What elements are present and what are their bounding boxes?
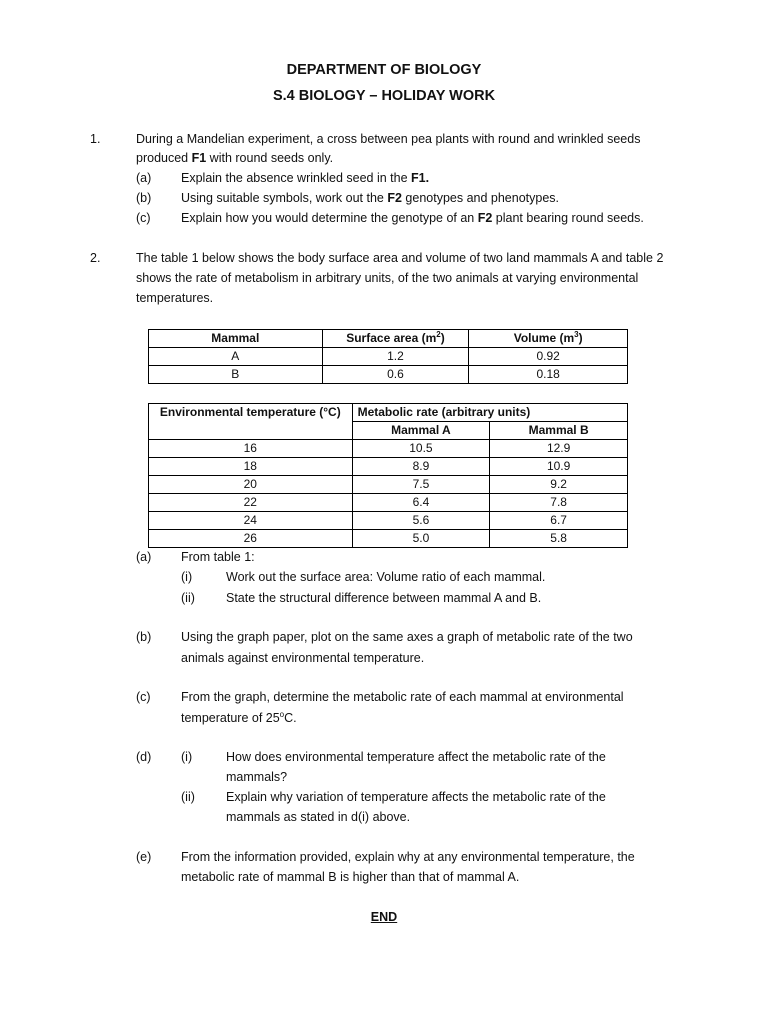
cell-mammal-b: 6.7 <box>490 512 628 530</box>
question-2c-line1: From the graph, determine the metabolic rate of each mammal at environmental <box>181 690 624 704</box>
question-2-intro-line3: temperatures. <box>136 291 214 305</box>
cell-mammal-b: 7.8 <box>490 494 628 512</box>
cell-area: 1.2 <box>322 348 469 366</box>
cell-mammal-a: 8.9 <box>352 458 490 476</box>
question-2c-label: (c) <box>136 690 151 704</box>
header-metabolic-rate: Metabolic rate (arbitrary units) <box>352 404 627 422</box>
cell-volume: 0.18 <box>469 366 628 384</box>
table-row <box>149 440 628 458</box>
question-1a-text: Explain the absence wrinkled seed in the F1. <box>181 171 430 185</box>
cell-temperature: 26 <box>149 530 353 548</box>
cell-temperature: 18 <box>149 458 353 476</box>
cell-temperature: 20 <box>149 476 353 494</box>
header-mammal: Mammal <box>149 330 323 348</box>
subheader-mammal-b: Mammal B <box>490 422 628 440</box>
table-header-row <box>149 404 628 422</box>
question-1c-text: Explain how you would determine the genotype of an F2 plant bearing round seeds. <box>181 211 644 225</box>
question-2c-line2: temperature of 25$^o$C. <box>181 709 297 725</box>
question-2a-text: From table 1: <box>181 550 255 564</box>
cell-temperature: 22 <box>149 494 353 512</box>
header-volume: Volume $(m^3)$ <box>469 330 628 348</box>
cell-mammal-b: 5.8 <box>490 530 628 548</box>
department-title: DEPARTMENT OF BIOLOGY <box>286 62 482 78</box>
cell-mammal: A <box>149 348 323 366</box>
question-2-intro-line1: The table 1 below shows the body surface area and volume of two land mammals A and table 2 <box>136 251 664 265</box>
question-2d-ii-label: (ii) <box>181 790 195 804</box>
cell-area: 0.6 <box>322 366 469 384</box>
question-2d-label: (d) <box>136 750 152 764</box>
question-2e-label: (e) <box>136 850 152 864</box>
question-2d-ii-line1: Explain why variation of temperature affects the metabolic rate of the <box>226 790 606 804</box>
question-2d-i-label: (i) <box>181 750 193 764</box>
page-title: S.4 BIOLOGY – HOLIDAY WORK <box>272 88 496 104</box>
table-row <box>149 512 628 530</box>
subheader-empty <box>149 422 353 440</box>
cell-mammal-a: 7.5 <box>352 476 490 494</box>
question-2a-i-text: Work out the surface area: Volume ratio of each mammal. <box>226 570 546 584</box>
table-header-row <box>149 330 628 348</box>
subheader-mammal-a: Mammal A <box>352 422 490 440</box>
cell-mammal-b: 12.9 <box>490 440 628 458</box>
header-environmental-temperature: Environmental temperature (°C) <box>149 404 353 422</box>
question-2a-label: (a) <box>136 550 152 564</box>
question-1-intro-line1: During a Mandelian experiment, a cross between pea plants with round and wrinkled seeds <box>136 132 641 146</box>
table-row <box>149 476 628 494</box>
table-row <box>149 366 628 384</box>
cell-mammal-a: 6.4 <box>352 494 490 512</box>
cell-mammal-a: 5.6 <box>352 512 490 530</box>
question-1c-label: (c) <box>136 211 151 225</box>
question-1b-text: Using suitable symbols, work out the F2 genotypes and phenotypes. <box>181 191 560 205</box>
cell-mammal-b: 10.9 <box>490 458 628 476</box>
question-2b-line1: Using the graph paper, plot on the same axes a graph of metabolic rate of the two <box>181 630 633 644</box>
cell-mammal-a: 10.5 <box>352 440 490 458</box>
table-row <box>149 494 628 512</box>
question-2e-line1: From the information provided, explain why at any environmental temperature, the <box>181 850 635 864</box>
table-metabolic-rate <box>148 403 628 548</box>
cell-temperature: 16 <box>149 440 353 458</box>
question-2d-ii-line2: mammals as stated in d(i) above. <box>226 810 411 824</box>
table-subheader-row <box>149 422 628 440</box>
question-2b-label: (b) <box>136 630 152 644</box>
cell-volume: 0.92 <box>469 348 628 366</box>
question-2a-ii-label: (ii) <box>181 591 195 605</box>
question-2a-ii-text: State the structural difference between mammal A and B. <box>226 591 542 605</box>
cell-mammal-a: 5.0 <box>352 530 490 548</box>
cell-temperature: 24 <box>149 512 353 530</box>
question-2-intro-line2: shows the rate of metabolism in arbitrary units, of the two animals at varying environmental <box>136 271 639 285</box>
cell-mammal-b: 9.2 <box>490 476 628 494</box>
question-1-number: 1. <box>90 132 101 146</box>
question-2d-i-line2: mammals? <box>226 770 288 784</box>
question-1b-label: (b) <box>136 191 152 205</box>
question-1-intro-line2: produced F1 with round seeds only. <box>136 151 334 165</box>
cell-mammal: B <box>149 366 323 384</box>
header-surface-area: Surface area $(m^2)$ <box>322 330 469 348</box>
question-1a-label: (a) <box>136 171 152 185</box>
question-2-number: 2. <box>90 251 101 265</box>
table-row <box>149 530 628 548</box>
table-row <box>149 458 628 476</box>
question-2a-i-label: (i) <box>181 570 193 584</box>
table-row <box>149 348 628 366</box>
end-marker: END <box>370 910 398 924</box>
question-2b-line2: animals against environmental temperature. <box>181 651 425 665</box>
question-2e-line2: metabolic rate of mammal B is higher than that of mammal A. <box>181 870 520 884</box>
question-2d-i-line1: How does environmental temperature affect the metabolic rate of the <box>226 750 606 764</box>
table-surface-area-volume <box>148 329 628 384</box>
